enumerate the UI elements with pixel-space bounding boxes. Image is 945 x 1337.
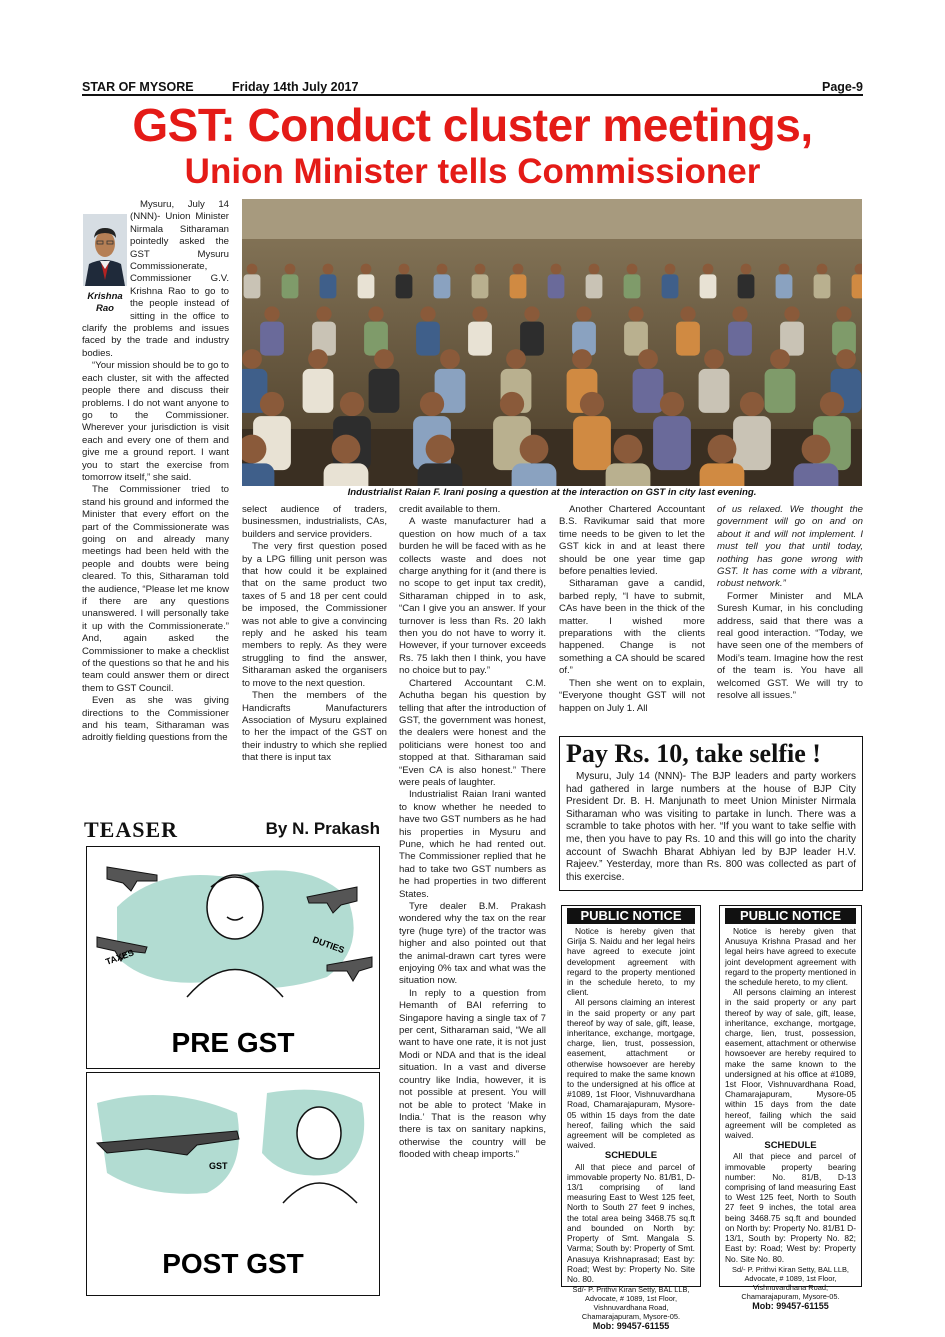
notice-para: All that piece and parcel of immovable property No. 81/B1, D-13/1 comprising of land measuring East to West 125 feet, North to South 27 feet 9 inches, the total area being 3468.75 sq.ft and bounded on North by: Property of Smt. Mangala S. Varma; South by: Property of Smt. Anasuya Krishnaprasad; East by: Road; West by: Property No. Site No. 80.: [567, 1161, 695, 1284]
notice-para: Notice is hereby given that Anusuya Krishna Prasad and her legal heirs have agreed to execute joint development agreement with regard to the property mentioned in the schedule hereto, to my client.: [725, 926, 856, 988]
duties-label: DUTIES: [311, 934, 346, 956]
paragraph: Tyre dealer B.M. Prakash wondered why the tax on the rear tyre (huge tyre) of the tractor was higher and also pointed out that the animal-drawn cart tyres were enjoying 0% tax and what was the situation now.: [399, 901, 546, 987]
public-notice-2: [719, 905, 862, 1311]
paragraph: The very first question posed by a LPG filling unit person was that how could it be explained that on the same product two taxes of 5 and 18 per cent could be imposed, the Commissioner was not able to give a convincing reply and he asked his team members to reply. As they were struggling to find the answer, Sitharaman asked the organisers to move to the next question.: [242, 541, 387, 689]
notice-signature: Sd/- P. Prithvi Kiran Setty, BAL LLB, Advocate, # 1089, 1st Floor, Vishnuvardhana Road, Chamarajapuram, Mysore-05.: [732, 1264, 849, 1301]
notice-heading: PUBLIC NOTICE: [725, 908, 856, 924]
article-column-3: [399, 504, 546, 1162]
issue-date: Friday 14th July 2017: [232, 80, 359, 94]
selfie-body: Mysuru, July 14 (NNN)- The BJP leaders and party workers had gathered in large numbers at the house of BJP City President Dr. B. H. Manjunath to meet Union Minister Nirmala Sitharaman who was visiting to partake in lunch. There was a scramble to take photos with her. “If you want to take selfie with me, then you have to pay Rs. 10 and this will go into the charity account of Swachh Bharat Abhiyan led by BJP leader H.V. Rajeev.” Yesterday, more than Rs. 800 was collected as part of this exercise.: [566, 771, 856, 883]
event-photo: [242, 199, 862, 486]
paragraph: Then the members of the Handicrafts Manufacturers Association of Mysuru explained to her the impact of the GST on their industry to which she replied that there is input tax: [242, 690, 387, 764]
cartoon-panel-post: [86, 1072, 380, 1296]
notice-schedule-heading: SCHEDULE: [764, 1140, 817, 1152]
subheadline: Union Minister tells Commissioner: [184, 152, 761, 191]
gst-label: GST: [209, 1161, 228, 1171]
paragraph: The Commissioner tried to stand his ground and informed the Minister that every effort on the part of the Commissionerate was going on and already many meetings had been held with the people and doubts were being cleared. To this, Sitharaman told the audience, “Please let me know if there are any questions unanswered. I will personally take it up with the Commissionerate.” And, again asked the Commissioner to make a checklist of the questions so that he and his team could answer them or direct them to GST Council.: [82, 484, 229, 694]
article-column-2: [242, 504, 387, 765]
teaser-header: [82, 817, 382, 841]
notice-para: All that piece and parcel of immovable property bearing number: No. 81/B, D-13 comprising of land measuring East to West 125 feet, North to South 27 feet 9 inches, the total area being 3468.75 sq.ft and bounded on North by: Property No. 81/B1 D-13/1, South by: Property No. 82; East by: Road; West by: Property No. Site No. 80.: [725, 1151, 856, 1264]
paragraph: In reply to a question from Hemanth of BAI referring to Singapore having a single tax of 7 per cent, Sitharaman said, “We all want to have one rate, it is not just Modi or NDA and that is the ideal situation. In a vast and diverse country like India, however, it is not possible at present. You will not be able to protect ‘Make in India.’ That is the reason why there is tax on sanitary napkins, otherwise the country will be flooded with cheap imports.”: [399, 987, 546, 1161]
paper-name: STAR OF MYSORE: [82, 80, 194, 94]
paragraph: Even as she was giving directions to the Commissioner and his team, Sitharaman was adroitly fielding questions from the: [82, 695, 229, 744]
article-column-5: [717, 504, 863, 703]
paragraph: Sitharaman gave a candid, barbed reply, “I have to submit, CAs have been in the thick of the matter. I wished more preparations with the clients happened. Change is not something a CA should be scared of.”: [559, 578, 705, 677]
notice-mobile: Mob: 99457-61155: [592, 1321, 670, 1332]
notice-heading: PUBLIC NOTICE: [567, 908, 695, 924]
mugshot-caption: Krishna Rao: [87, 291, 123, 314]
paragraph: select audience of traders, businessmen, industrialists, CAs, builders and service providers.: [242, 504, 387, 540]
paragraph: Former Minister and MLA Suresh Kumar, in his concluding address, said that there was a real good interaction. “Today, we have seen one of the members of Modi’s team. Imagine how the rest of the team is. You have all welcomed GST. We will try to resolve all issues.”: [717, 590, 863, 702]
selfie-title: Pay Rs. 10, take selfie !: [566, 739, 821, 768]
paragraph: of us relaxed. We thought the government will go on and on about it and will not implement. I must tell you that until today, nothing has gone wrong with GST. It has come with a vibrant, robust network.”: [717, 504, 863, 590]
paragraph: Chartered Accountant C.M. Achutha began his question by telling that after the introduction of GST, the government was honest, the dealers were honest and the politicians were honest too and stopped at that. Sitharaman said “Even CA is also honest.” There were peals of laughter.: [399, 677, 546, 788]
article-column-4: [559, 504, 705, 715]
headline: GST: Conduct cluster meetings,: [132, 99, 813, 151]
paragraph: Another Chartered Accountant B.S. Ravikumar said that more time needs to be given to let the GST kick in and at least there should be one year time gap before penalties levied.: [559, 504, 705, 578]
cartoon-panel-pre: [86, 846, 380, 1069]
pre-gst-label: PRE GST: [171, 1027, 295, 1058]
notice-para: All persons claiming an interest in the said property or any part thereof by way of sale, gift, lease, inheritance, exchange, mortgage, charge, lien, trust, possession, easement, attachment or otherwise howsoever are hereby required to make the same known to the undersigned at his office at #1089, 1st Floor, Vishnuvardhana Road, Chamarajapuram, Mysore-05 within 15 days from the date hereof, failing which the said agreement will be completed as waived.: [567, 997, 695, 1151]
notice-para: Notice is hereby given that Girija S. Naidu and her legal heirs have agreed to execute joint development agreement with regard to the property mentioned in the schedule hereto, to my client.: [567, 926, 695, 998]
paragraph: “Your mission should be to go to each cluster, sit with the affected people there and discuss their problems. I do not want anyone to go to the Commissioner. Wherever your jurisdiction is visit each and every one of them and give me a ground report. I want you to start the exercise from tomorrow itself,” she said.: [82, 360, 229, 483]
paragraph: Industrialist Raian Irani wanted to know whether he needed to have two GST numbers as he had his properties in Mysuru and Pune, which he had rented out. The Commissioner replied that he had to take two GST numbers as he had properties in two different States.: [399, 789, 546, 900]
notice-signature: Sd/- P. Prithvi Kiran Setty, BAL LLB, Advocate, # 1089, 1st Floor, Vishnuvardhana Road, Chamarajapuram, Mysore-05.: [572, 1285, 690, 1322]
photo-caption: Industrialist Raian F. Irani posing a question at the interaction on GST in city last evening.: [347, 487, 757, 498]
paragraph: credit available to them.: [399, 504, 501, 515]
notice-mobile: Mob: 99457-61155: [752, 1300, 829, 1311]
article-column-1: [82, 199, 229, 745]
public-notice-1: [561, 905, 701, 1332]
page-number: Page-9: [822, 80, 863, 94]
paragraph: Then she went on to explain, “Everyone thought GST will not happen on July 1. All: [559, 677, 705, 714]
paragraph: Mysuru, July 14 (NNN)- Union Minister Nirmala Sitharaman pointedly asked the GST Mysuru Commissionerate, Commissioner G.V. Krishna Rao to go to the people instead of sitting in the office to clarify the problems and issues faced by the trade and industry bodies.: [82, 199, 229, 359]
notice-schedule-heading: SCHEDULE: [604, 1150, 658, 1162]
taxes-label: TAXES: [104, 947, 136, 967]
post-gst-label: POST GST: [162, 1248, 304, 1279]
page-header: [82, 80, 863, 96]
teaser-byline: By N. Prakash: [265, 819, 380, 838]
selfie-story-box: [559, 736, 863, 891]
teaser-title: TEASER: [84, 817, 179, 842]
notice-para: All persons claiming an interest in the said property or any part thereof by way of sale, gift, lease, inheritance, exchange, mortgage, charge, lien, trust, possession, easement, attachment or otherwise howsoever are hereby required to make the same known to the undersigned at his office at #1089, 1st Floor, Vishnuvardhana Road, Chamarajapuram, Mysore-05 within 15 days from the date hereof, failing which the said agreement will be completed as waived.: [725, 987, 856, 1141]
paragraph: A waste manufacturer had a question on how much of a tax burden he will be faced with as he collects waste and does not charge anything for it (and there is no scope to get input tax credit), Sitharaman chipped in to ask, “Can I give you an answer. If your turnover is less than Rs. 20 lakh then you do not have to worry it. However, if your turnover exceeds Rs. 75 lakh then I think, you have no choice but to pay.”: [399, 516, 546, 677]
